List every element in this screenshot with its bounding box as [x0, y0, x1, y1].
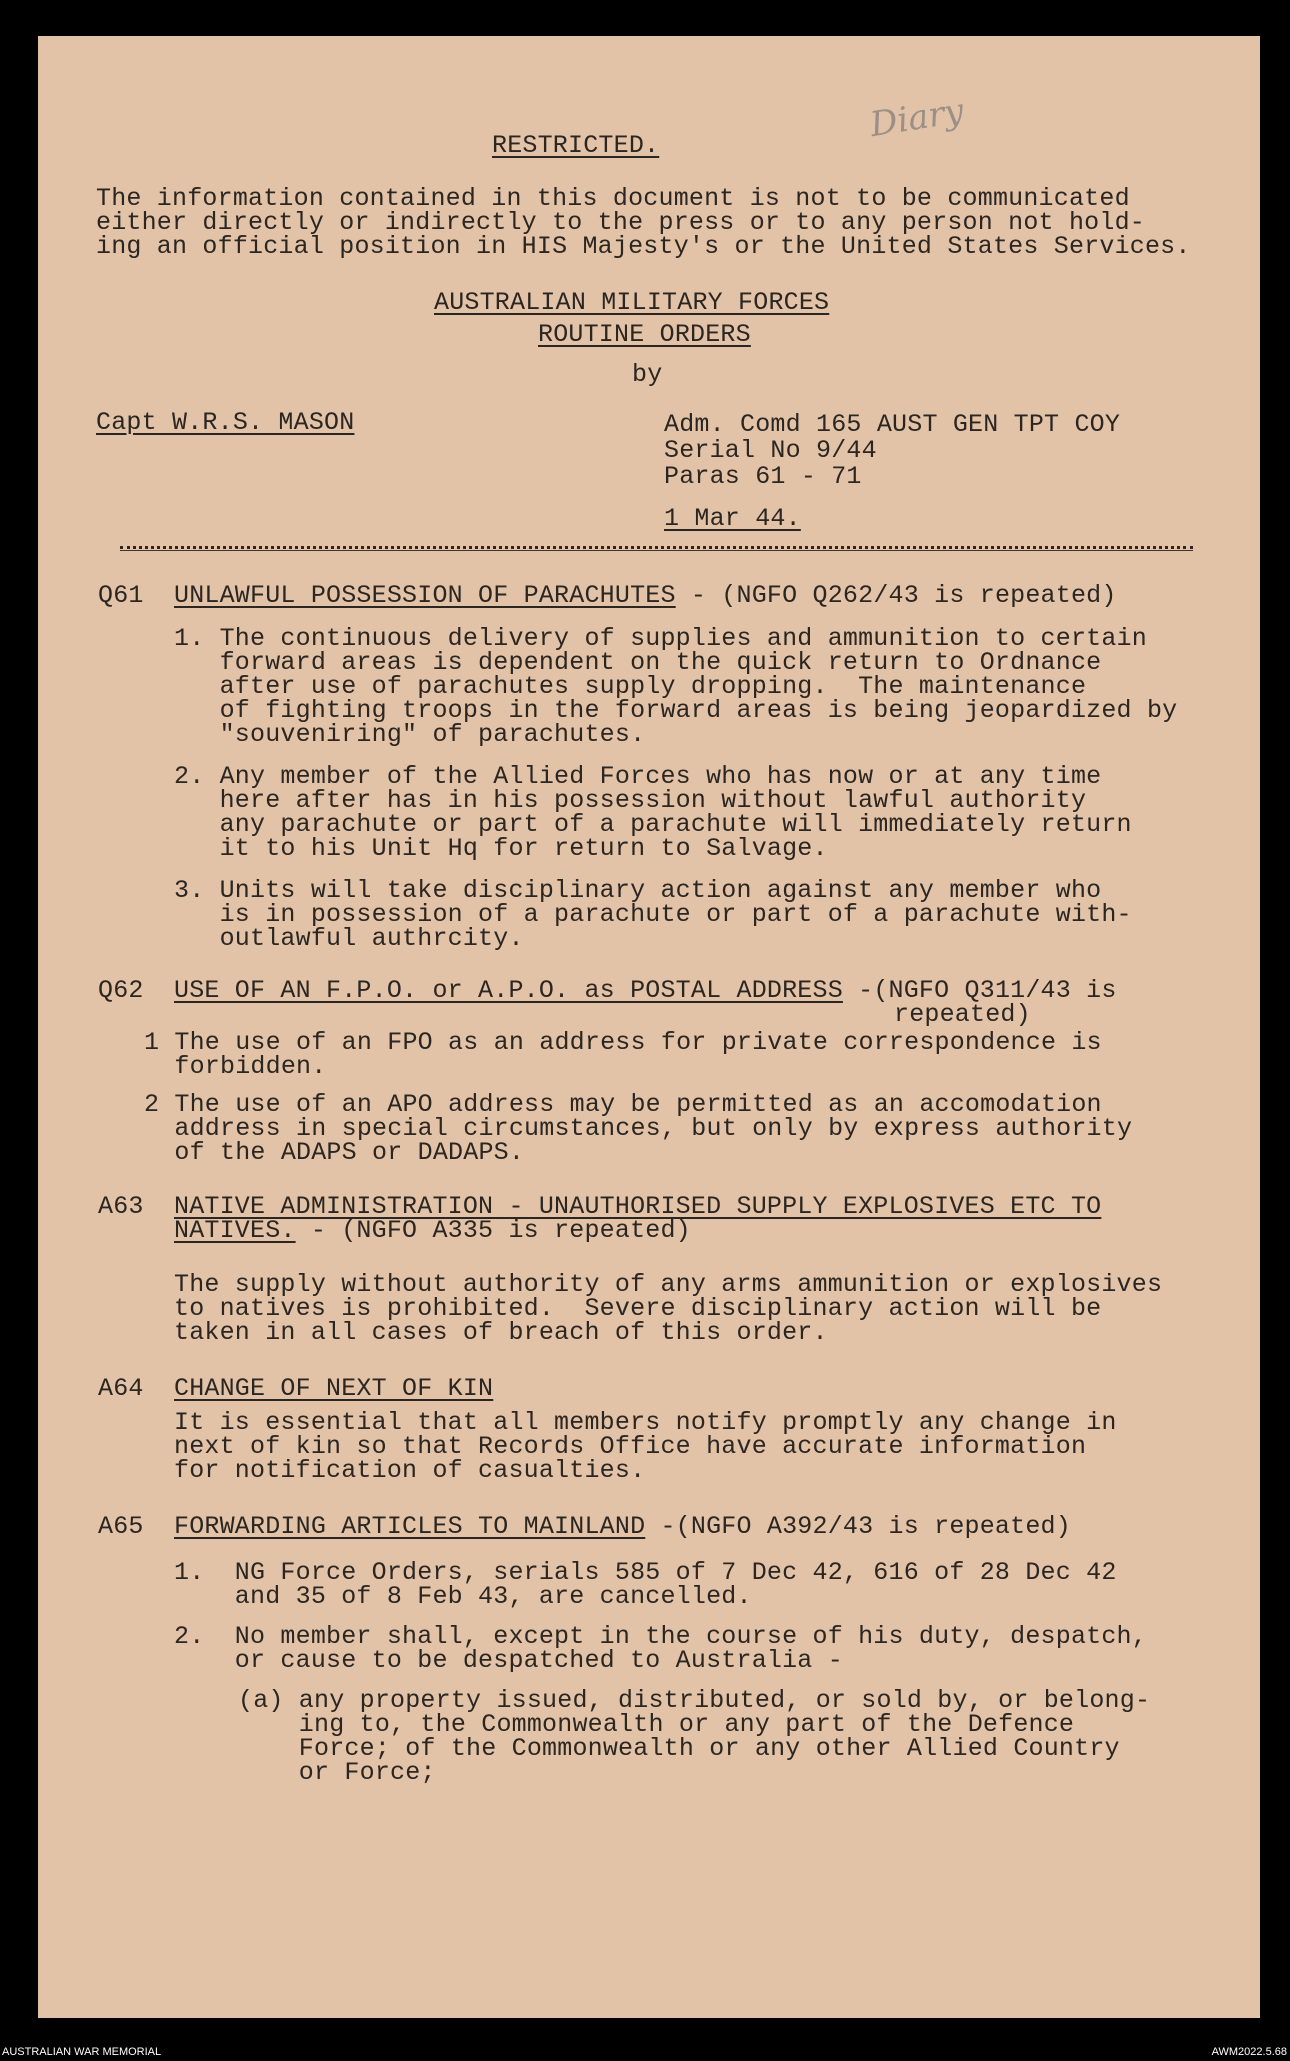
q61-p2-line-2: here after has in his possession without lawful authority	[174, 786, 1087, 815]
order-heading-q61	[174, 583, 1117, 608]
order-heading-a65	[174, 1514, 1071, 1539]
serial-line: Serial No 9/44	[664, 436, 877, 465]
command-line: Adm. Comd 165 AUST GEN TPT COY	[664, 410, 1121, 439]
q61-p3-line-1: 3. Units will take disciplinary action against any member who	[174, 876, 1102, 905]
order-number-a64: A64	[98, 1374, 144, 1403]
order-title-a63-line-2: NATIVES.	[174, 1216, 296, 1245]
restricted-heading: RESTRICTED.	[492, 131, 660, 160]
a65-pa-line-4: or Force;	[238, 1758, 436, 1787]
handwritten-annotation: Diary	[867, 90, 967, 146]
order-title-a65: FORWARDING ARTICLES TO MAINLAND	[174, 1512, 646, 1541]
date-line: 1 Mar 44.	[664, 504, 801, 533]
org-title: AUSTRALIAN MILITARY FORCES	[434, 288, 830, 317]
order-title-q61: UNLAWFUL POSSESSION OF PARACHUTES	[174, 581, 676, 610]
q61-p1-line-4: of fighting troops in the forward areas is being jeopardized by	[174, 696, 1178, 725]
q62-p2-line-1: 2 The use of an APO address may be permitted as an accomodation	[144, 1090, 1102, 1119]
a64-body-line-2: next of kin so that Records Office have accurate information	[174, 1432, 1087, 1461]
q62-p1-line-2: forbidden.	[144, 1052, 327, 1081]
by-label: by	[632, 360, 663, 389]
q61-p1-line-5: "souveniring" of parachutes.	[174, 720, 646, 749]
q62-p2-line-3: of the ADAPS or DADAPS.	[144, 1138, 525, 1167]
order-ref-q61: - (NGFO Q262/43 is repeated)	[675, 581, 1117, 610]
footer-accession-number: AWM2022.5.68	[1211, 2046, 1287, 2058]
q61-p1-line-2: forward areas is dependent on the quick return to Ordnance	[174, 648, 1102, 677]
a65-pa-line-2: ing to, the Commonwealth or any part of the Defence	[238, 1710, 1075, 1739]
a65-p1-line-1: 1. NG Force Orders, serials 585 of 7 Dec 42, 616 of 28 Dec 42	[174, 1558, 1117, 1587]
divider-rule	[120, 546, 1193, 549]
q62-p1-line-1: 1 The use of an FPO as an address for private correspondence is	[144, 1028, 1102, 1057]
a65-pa-line-3: Force; of the Commonwealth or any other Allied Country	[238, 1734, 1120, 1763]
a63-body-line-3: taken in all cases of breach of this order.	[174, 1318, 828, 1347]
order-ref-q62: -(NGFO Q311/43 is	[842, 976, 1117, 1005]
a63-body-line-2: to natives is prohibited. Severe disciplinary action will be	[174, 1294, 1102, 1323]
a65-p1-line-2: and 35 of 8 Feb 43, are cancelled.	[174, 1582, 752, 1611]
order-number-a63: A63	[98, 1192, 144, 1221]
q61-p1-line-1: 1. The continuous delivery of supplies and ammunition to certain	[174, 624, 1147, 653]
divider-rule-underline	[120, 550, 1193, 551]
order-number-a65: A65	[98, 1512, 144, 1541]
order-ref-q62-cont: repeated)	[894, 1000, 1031, 1029]
paras-line: Paras 61 - 71	[664, 462, 862, 491]
order-number-q61: Q61	[98, 581, 144, 610]
q61-p3-line-3: outlawful authrcity.	[174, 924, 524, 953]
notice-line-2: either directly or indirectly to the press or to any person not hold-	[96, 208, 1145, 237]
a63-body-line-1: The supply without authority of any arms ammunition or explosives	[174, 1270, 1163, 1299]
a64-body-line-3: for notification of casualties.	[174, 1456, 646, 1485]
footer-credit: AUSTRALIAN WAR MEMORIAL	[2, 2046, 162, 2058]
a65-p2-line-2: or cause to be despatched to Australia -	[174, 1646, 843, 1675]
doc-type-title: ROUTINE ORDERS	[538, 320, 751, 349]
signatory: Capt W.R.S. MASON	[96, 408, 355, 437]
order-number-q62: Q62	[98, 976, 144, 1005]
order-title-a63-line-1: NATIVE ADMINISTRATION - UNAUTHORISED SUPPLY EXPLOSIVES ETC TO	[174, 1192, 1102, 1221]
notice-line-3: ing an official position in HIS Majesty's or the United States Services.	[96, 232, 1191, 261]
notice-line-1: The information contained in this document is not to be communicated	[96, 184, 1130, 213]
order-heading-a63-line-2	[174, 1218, 691, 1243]
a65-pa-line-1: (a) any property issued, distributed, or sold by, or belong-	[238, 1686, 1151, 1715]
q61-p1-line-3: after use of parachutes supply dropping. The maintenance	[174, 672, 1087, 701]
q61-p2-line-4: it to his Unit Hq for return to Salvage.	[174, 834, 828, 863]
order-ref-a65: -(NGFO A392/43 is repeated)	[645, 1512, 1071, 1541]
a65-p2-line-1: 2. No member shall, except in the course of his duty, despatch,	[174, 1622, 1147, 1651]
order-title-q62: USE OF AN F.P.O. or A.P.O. as POSTAL ADDRESS	[174, 976, 843, 1005]
q61-p3-line-2: is in possession of a parachute or part of a parachute with-	[174, 900, 1132, 929]
order-title-a64: CHANGE OF NEXT OF KIN	[174, 1374, 494, 1403]
document-page	[38, 36, 1260, 2018]
a64-body-line-1: It is essential that all members notify promptly any change in	[174, 1408, 1117, 1437]
order-ref-a63: - (NGFO A335 is repeated)	[295, 1216, 691, 1245]
q61-p2-line-3: any parachute or part of a parachute will immediately return	[174, 810, 1132, 839]
q62-p2-line-2: address in special circumstances, but only by express authority	[144, 1114, 1133, 1143]
q61-p2-line-1: 2. Any member of the Allied Forces who has now or at any time	[174, 762, 1102, 791]
